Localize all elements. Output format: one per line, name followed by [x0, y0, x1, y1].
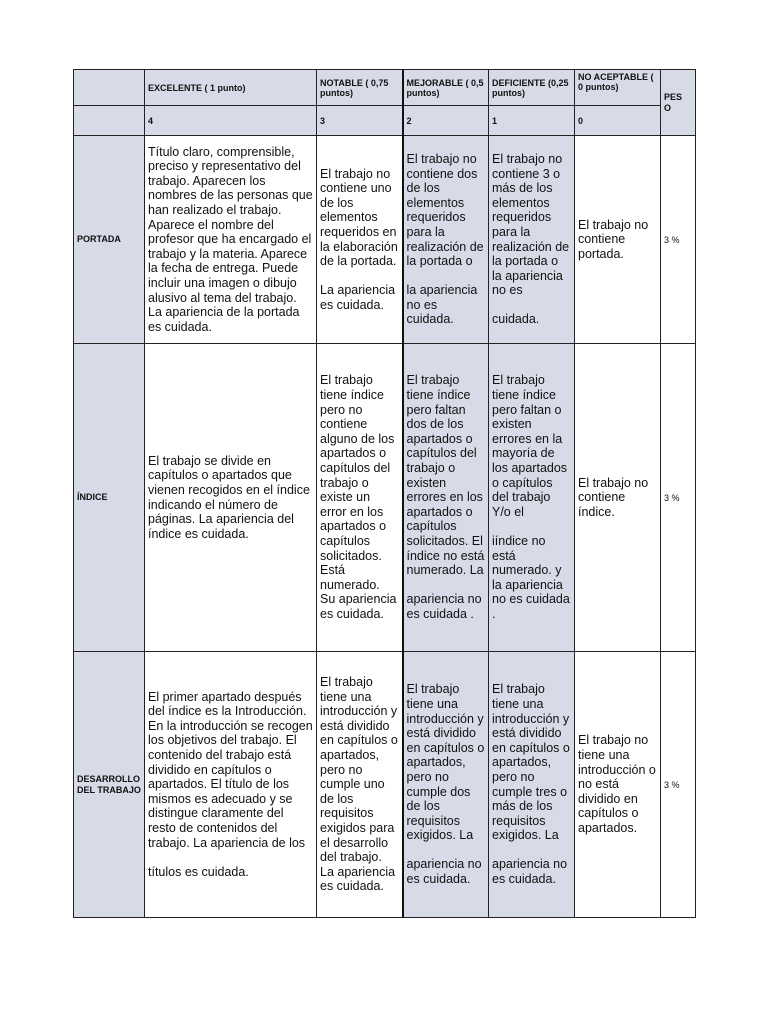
level-header-deficiente: DEFICIENTE (0,25 puntos) — [489, 70, 575, 106]
criterion-label-text: DESARROLLO DEL TRABAJO — [77, 773, 141, 795]
cell-text: El trabajo no contiene dos de los elementos requeridos para la realización de la portada o — [406, 151, 484, 269]
score-corner-cell — [74, 106, 145, 136]
criterion-label: ÍNDICE — [74, 344, 145, 652]
cell-no-aceptable — [575, 344, 661, 652]
cell-notable — [317, 652, 403, 918]
cell-text: Título claro, comprensible, preciso y representativo del trabajo. Aparecen los nombres de las personas que han realizado el trabajo. Aparece el nombre del profesor que ha encargado el trabajo y la materia. Aparece la fecha de entrega. Puede incluir una imagen o dibujo alusivo al tema del trabajo. La apariencia de la portada es cuidada. — [148, 144, 313, 334]
cell-text: El trabajo tiene índice pero no contiene alguno de los apartados o capítulos del trabajo o existe un error en los apartados o capítulos solicitados. Está numerado. Su apariencia es cuidada. — [320, 373, 397, 621]
cell-text: iíndice no está numerado. y la apariencia no es cuidada . — [492, 533, 570, 621]
cell-text: El trabajo tiene una introducción y está dividido en capítulos o apartados, pero no cumple uno de los requisitos exigidos para el desarrollo del trabajo. La apariencia es cuidada. — [320, 675, 398, 894]
score-no-aceptable: 0 — [575, 106, 661, 136]
cell-text: El trabajo no tiene una introducción o no está dividido en capítulos o apartados. — [578, 733, 656, 835]
score-row — [74, 106, 696, 136]
cell-text: El trabajo no contiene índice. — [578, 475, 649, 519]
cell-excelente — [145, 136, 317, 344]
cell-excelente — [145, 652, 317, 918]
cell-text: El trabajo no contiene portada. — [578, 217, 649, 261]
cell-mejorable — [403, 652, 489, 918]
cell-text: apariencia no es cuidada . — [406, 592, 482, 621]
corner-cell — [74, 70, 145, 106]
peso-header-label: PES O — [664, 91, 683, 113]
cell-text: la apariencia no es cuidada. — [406, 283, 478, 327]
level-header-notable: NOTABLE ( 0,75 puntos) — [317, 70, 403, 106]
rubric-table — [73, 69, 696, 918]
cell-text: El trabajo no contiene 3 o más de los elementos requeridos para la realización de la portada o la apariencia no es — [492, 151, 570, 298]
criterion-row-desarrollo — [74, 652, 696, 918]
cell-text: El primer apartado después del índice es la Introducción. En la introducción se recogen los objetivos del trabajo. El contenido del trabajo está dividido en capítulos o apartados. El título de los mismos es adecuado y se distingue claramente del resto de contenidos del trabajo. La apariencia de los — [148, 689, 313, 850]
cell-no-aceptable — [575, 136, 661, 344]
cell-peso: 3 % — [661, 136, 696, 344]
criterion-label: PORTADA — [74, 136, 145, 344]
criterion-row-portada — [74, 136, 696, 344]
cell-peso: 3 % — [661, 344, 696, 652]
level-header-mejorable: MEJORABLE ( 0,5 puntos) — [403, 70, 489, 106]
cell-text: El trabajo tiene una introducción y está dividido en capítulos o apartados, pero no cumple dos de los requisitos exigidos. La — [406, 682, 485, 843]
cell-text: El trabajo tiene índice pero faltan dos de los apartados o capítulos del trabajo o existen errores en los apartados o capítulos solicitados. El índice no está numerado. La — [406, 373, 485, 578]
header-row — [74, 70, 696, 106]
cell-excelente — [145, 344, 317, 652]
level-header-no-aceptable: NO ACEPTABLE ( 0 puntos) — [575, 70, 661, 106]
cell-mejorable — [403, 136, 489, 344]
cell-text: apariencia no es cuidada. — [492, 857, 568, 887]
cell-text: El trabajo no contiene uno de los elementos requeridos en la elaboración de la portada. — [320, 166, 398, 269]
peso-header — [661, 70, 696, 136]
cell-text: La apariencia es cuidada. — [320, 283, 396, 312]
criterion-row-indice — [74, 344, 696, 652]
cell-text: El trabajo tiene una introducción y está dividido en capítulos o apartados, pero no cumple tres o más de los requisitos exigidos. La — [492, 682, 570, 843]
score-excelente: 4 — [145, 106, 317, 136]
cell-text: El trabajo se divide en capítulos o apartados que vienen recogidos en el índice indicando el número de páginas. La apariencia del índice es cuidada. — [148, 453, 310, 541]
cell-no-aceptable — [575, 652, 661, 918]
cell-text: títulos es cuidada. — [148, 864, 249, 879]
cell-deficiente — [489, 652, 575, 918]
cell-mejorable — [403, 344, 489, 652]
cell-notable — [317, 136, 403, 344]
cell-text: apariencia no es cuidada. — [406, 857, 482, 887]
score-deficiente: 1 — [489, 106, 575, 136]
cell-notable — [317, 344, 403, 652]
cell-deficiente — [489, 344, 575, 652]
criterion-label — [74, 652, 145, 918]
score-notable: 3 — [317, 106, 403, 136]
cell-text: El trabajo tiene índice pero faltan o existen errores en la mayoría de los apartados o capítulos del trabajo Y/o el — [492, 373, 568, 519]
level-header-excelente: EXCELENTE ( 1 punto) — [145, 70, 317, 106]
cell-peso: 3 % — [661, 652, 696, 918]
score-mejorable: 2 — [403, 106, 489, 136]
cell-deficiente — [489, 136, 575, 344]
cell-text: cuidada. — [492, 312, 540, 327]
